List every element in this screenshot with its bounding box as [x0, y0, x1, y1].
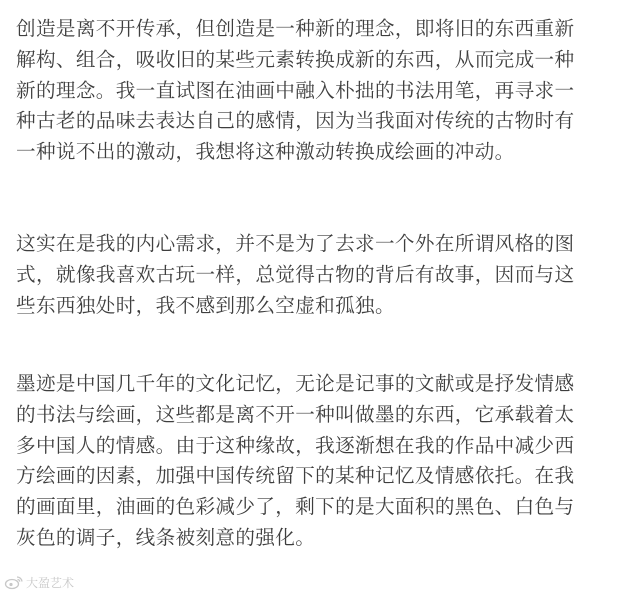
paragraph-line: 方绘画的因素，加强中国传统留下的某种记忆及情感依托。在我 [16, 464, 575, 488]
paragraph-line: 这实在是我的内心需求，并不是为了去求一个外在所谓风格的图 [16, 232, 575, 255]
paragraph-line: 式，就像我喜欢古玩一样，总觉得古物的背后有故事，因而与这 [16, 262, 575, 286]
paragraph-line: 灰色的调子，线条被刻意的强化。 [16, 525, 316, 549]
paragraph-3 [16, 369, 574, 554]
paragraph-line: 新的理念。我一直试图在油画中融入朴拙的书法用笔，再寻求一 [16, 78, 575, 102]
paragraph-line: 种古老的品味去表达自己的感情，因为当我面对传统的古物时有 [16, 109, 575, 133]
paragraph-line: 的书法与绘画，这些都是离不开一种叫做墨的东西，它承载着太 [16, 402, 575, 426]
paragraph-line: 创造是离不开传承，但创造是一种新的理念，即将旧的东西重新 [16, 17, 575, 40]
paragraph-2 [16, 229, 574, 321]
paragraph-line: 解构、组合，吸收旧的某些元素转换成新的东西，从而完成一种 [16, 47, 575, 71]
watermark-text: 大盈艺术 [26, 575, 75, 590]
paragraph-line: 一种说不出的激动，我想将这种激动转换成绘画的冲动。 [16, 140, 515, 164]
weibo-logo-icon [4, 574, 24, 590]
paragraph-line: 些东西独处时，我不感到那么空虚和孤独。 [16, 293, 395, 317]
paragraph-line: 多中国人的情感。由于这种缘故，我逐渐想在我的作品中减少西 [16, 433, 575, 457]
paragraph-line: 的画面里，油画的色彩减少了，剩下的是大面积的黑色、白色与 [16, 495, 575, 519]
watermark [4, 572, 74, 592]
paragraph-line: 墨迹是中国几千年的文化记忆，无论是记事的文献或是抒发情感 [16, 372, 575, 395]
paragraph-1 [16, 14, 574, 168]
